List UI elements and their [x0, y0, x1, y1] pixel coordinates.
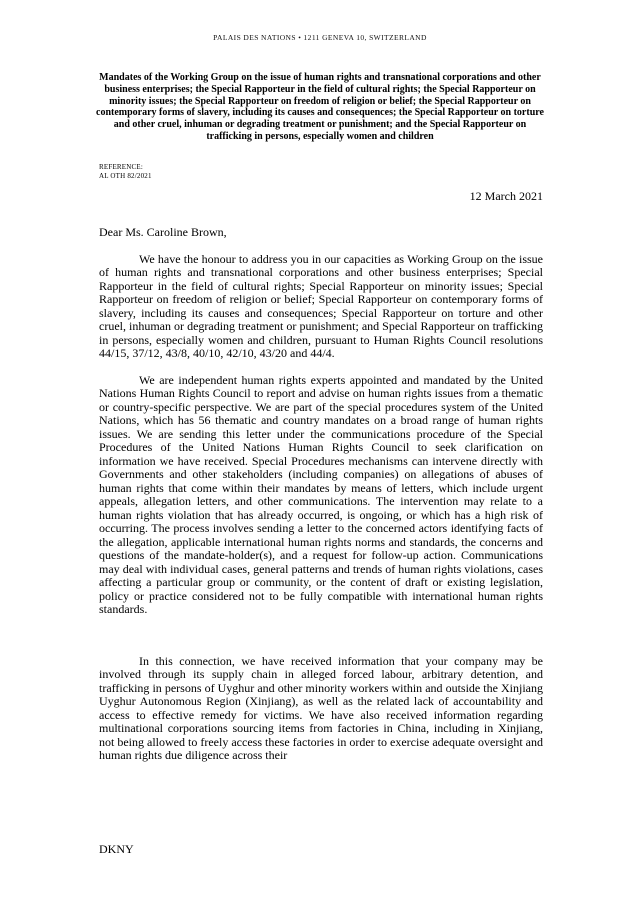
paragraph-special-procedures: We are independent human rights experts appointed and mandated by the United Nations Human Rights Council to report and advise on human rights issues from a thematic or country-specific perspective. We are part of the special procedures system of the United Nations, which has 56 thematic and country mandates on a broad range of human rights issues. We are sending this letter under the communications procedure of the Special Procedures of the United Nations Human Rights Council to seek clarification on information we have received. Special Procedures mechanisms can intervene directly with Governments and other stakeholders (including companies) on allegations of abuses of human rights that come within their mandates by means of letters, which include urgent appeals, allegation letters, and other communications. The intervention may relate to a human rights violation that has already occurred, is ongoing, or which has a high risk of occurring. The process involves sending a letter to the concerned actors identifying facts of the allegation, applicable international human rights norms and standards, the concerns and questions of the mandate-holder(s), and a request for follow-up action. Communications may deal with individual cases, general patterns and trends of human rights violations, cases affecting a particular group or community, or the content of draft or existing legislation, policy or practice considered not to be fully compatible with international human rights standards.: [99, 372, 543, 617]
letter-body: [99, 253, 543, 763]
salutation: Dear Ms. Caroline Brown,: [99, 224, 227, 239]
reference-label: REFERENCE:: [99, 162, 144, 171]
letterhead: PALAIS DES NATIONS • 1211 GENEVA 10, SWITZERLAND: [213, 33, 427, 42]
reference-block: [99, 163, 640, 181]
paragraph-allegations: In this connection, we have received information that your company may be involved through its supply chain in alleged forced labour, arbitrary detention, and trafficking in persons of Uyghur and other minority workers within and outside the Xinjiang Uyghur Autonomous Region (Xinjiang), as well as the related lack of accountability and access to effective remedy for victims. We have also received information regarding multinational corporations sourcing items from factories in China, including in Xinjiang, not being allowed to freely access these factories in order to exercise adequate oversight and human rights due diligence across their: [99, 653, 543, 763]
reference-value: AL OTH 82/2021: [99, 171, 152, 180]
signature-footer: DKNY: [99, 842, 134, 856]
letter-date: 12 March 2021: [469, 188, 543, 203]
paragraph-mandates-intro: We have the honour to address you in our capacities as Working Group on the issue of human rights and transnational corporations and other business enterprises; Special Rapporteur in the field of cultural rights; Special Rapporteur on minority issues; Special Rapporteur on freedom of religion or belief; Special Rapporteur on contemporary forms of slavery, including its causes and consequences; Special Rapporteur on torture and other cruel, inhuman or degrading treatment or punishment; and Special Rapporteur on trafficking in persons, especially women and children, pursuant to Human Rights Council resolutions 44/15, 37/12, 43/8, 40/10, 42/10, 43/20 and 44/4.: [99, 251, 543, 361]
mandates-header: Mandates of the Working Group on the issue of human rights and transnational corporations and other business enterprises; the Special Rapporteur in the field of cultural rights; the Special Rapporteur on minority issues; the Special Rapporteur on freedom of religion or belief; the Special Rapporteur on contemporary forms of slavery, including its causes and consequences; the Special Rapporteur on torture and other cruel, inhuman or degrading treatment or punishment; and the Special Rapporteur on trafficking in persons, especially women and children: [96, 72, 544, 142]
